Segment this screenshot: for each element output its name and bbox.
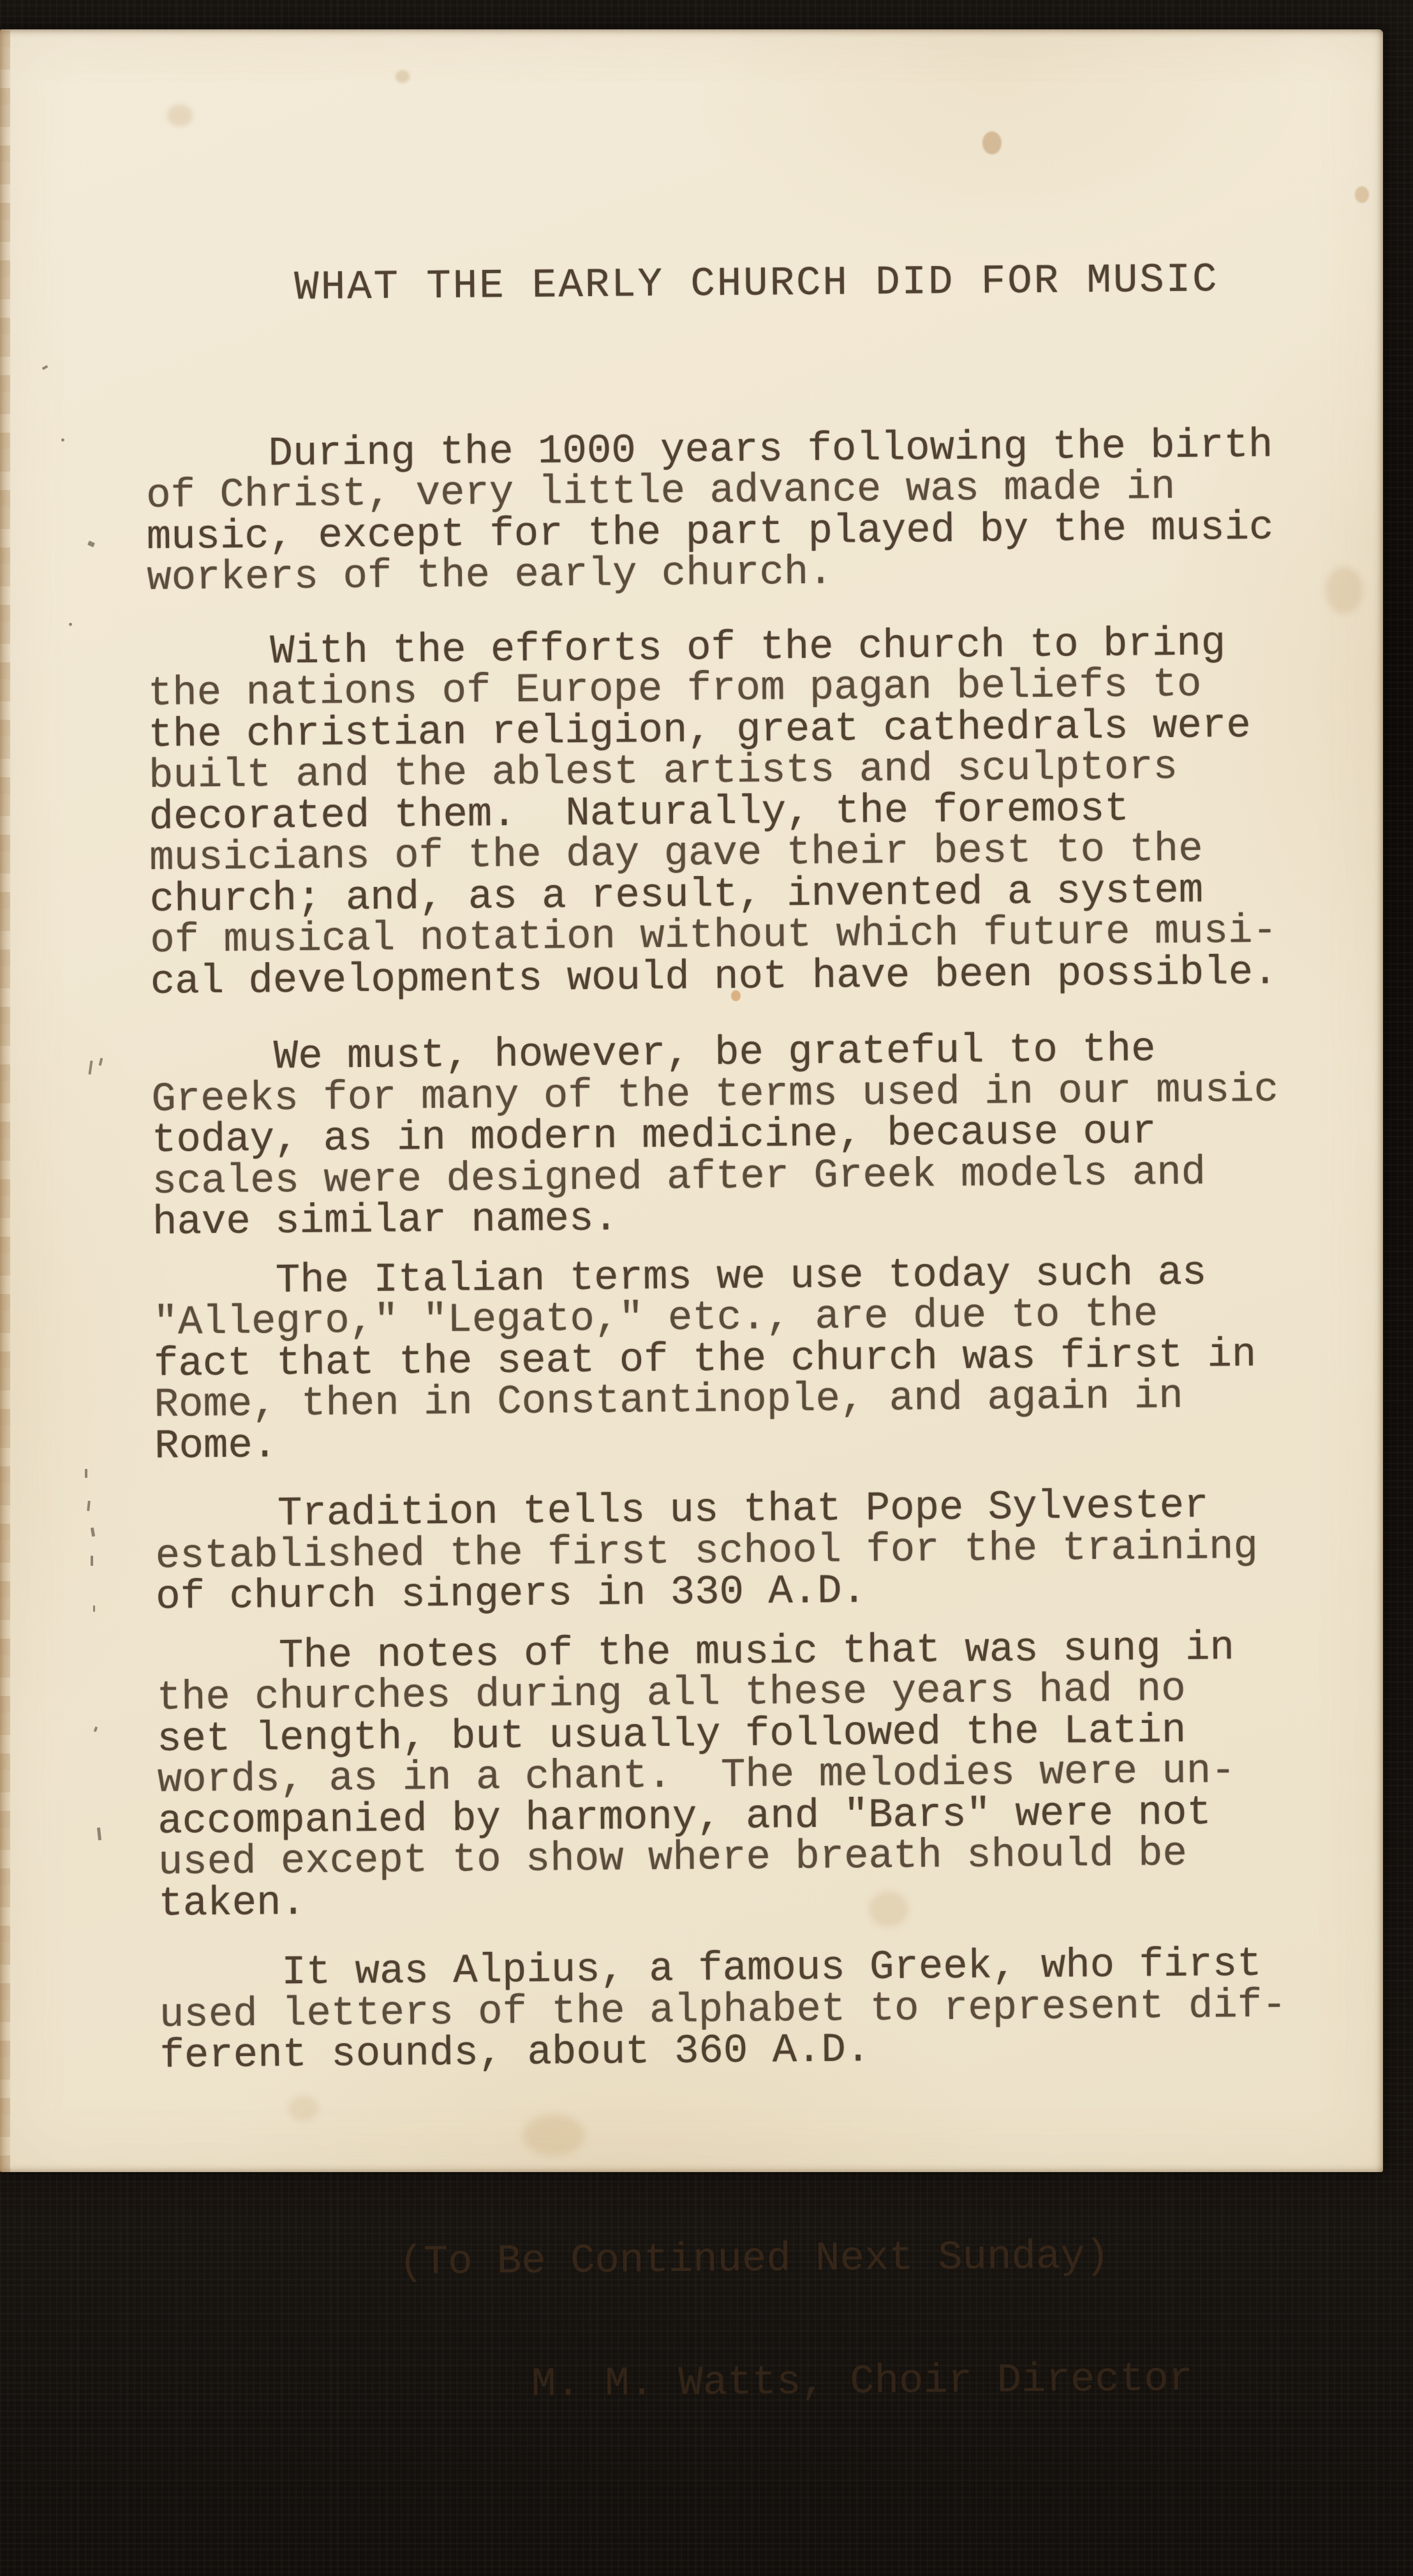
paragraph [147,620,1305,1006]
stain [167,105,193,126]
typed-line: set length, but usually followed the Latin [156,1708,1187,1763]
typed-line: established the first school for the training [155,1524,1259,1580]
pencil-mark [69,623,72,626]
typed-line: used letters of the alphabet to represent dif- [159,1982,1287,2039]
typed-line: Rome. [154,1422,277,1470]
paragraph [151,1028,1308,1244]
typed-line: fact that the seat of the church was first in [153,1332,1257,1388]
typed-line: We must, however, be grateful to the [273,1027,1156,1081]
pencil-mark [61,438,64,442]
typed-line: It was Alpius, a famous Greek, who first [281,1941,1262,1997]
pencil-mark [91,1556,93,1566]
typed-line: used except to show where breath should be [158,1831,1188,1886]
typed-line: Tradition tells us that Pope Sylvester [277,1483,1209,1538]
typewritten-page [0,29,1383,2408]
paragraph [153,1252,1310,1468]
pencil-mark [87,1501,91,1511]
pencil-mark [42,365,48,370]
typed-line: today, as in modern medicine, because our [151,1109,1157,1164]
stain [982,131,1002,154]
pencil-mark [85,1469,87,1478]
document-body [145,422,1314,2080]
typed-line: have similar names. [152,1196,619,1246]
pencil-mark [94,1727,98,1732]
typed-line: the nations of Europe from pagan beliefs to [147,662,1202,717]
typed-line: Rome, then in Constantinople, and again in [154,1373,1183,1429]
typed-line: accompanied by harmony, and "Bars" were not [158,1789,1212,1845]
typed-line: musicians of the day gave their best to the [149,826,1203,882]
paragraph [156,1625,1313,1928]
typed-line: of Christ, very little advance was made in [145,464,1176,519]
typed-line: of musical notation without which future musi- [150,908,1278,964]
typed-line: of church singers in 330 A.D. [155,1568,867,1621]
typed-line: words, as in a chant. The melodies were un- [157,1748,1236,1804]
closing-line-continued: (To Be Continued Next Sunday) [399,2233,1110,2286]
pencil-mark [93,1605,95,1612]
typed-line: "Allegro," "Legato," etc., are due to the [153,1292,1158,1346]
typed-line: music, except for the part played by the music [146,505,1274,561]
stain [1355,186,1369,203]
typed-line: ferent sounds, about 360 A.D. [159,2027,871,2080]
pencil-mark [97,1828,101,1840]
typed-line: workers of the early church. [147,549,834,602]
typed-text [144,177,1319,2573]
typed-line: scales were designed after Greek models and [152,1150,1206,1205]
typed-line: The Italian terms we use today such as [275,1250,1207,1304]
typed-line: decorated them. Naturally, the foremost [149,786,1130,841]
document-title: WHAT THE EARLY CHURCH DID FOR MUSIC [294,257,1219,311]
typed-line: cal developments would not have been possible. [150,949,1278,1006]
typed-line: During the 1000 years following the birth [268,422,1273,477]
paragraph [159,1941,1315,2080]
pencil-mark [99,1058,103,1066]
typed-line: built and the ablest artists and sculptors [148,744,1178,800]
pencil-mark [88,1061,92,1075]
closing-block [161,2152,1318,2492]
stain [1326,567,1363,614]
typed-line: taken. [158,1880,306,1928]
paragraph [155,1483,1311,1621]
stain [396,70,410,83]
paragraph [145,422,1301,602]
pencil-mark [87,540,95,547]
typed-line: Greeks for many of the terms used in our music [151,1067,1279,1123]
closing-line-signature: M. M. Watts, Choir Director [531,2356,1194,2408]
typed-line: the churches during all these years had no [156,1666,1186,1722]
typed-line: The notes of the music that was sung in [278,1625,1235,1679]
typed-line: church; and, as a result, invented a system [149,868,1204,923]
pencil-mark [91,1528,95,1537]
typed-line: the christian religion, great cathedrals were [148,703,1252,759]
typed-line: With the efforts of the church to bring [270,620,1226,675]
